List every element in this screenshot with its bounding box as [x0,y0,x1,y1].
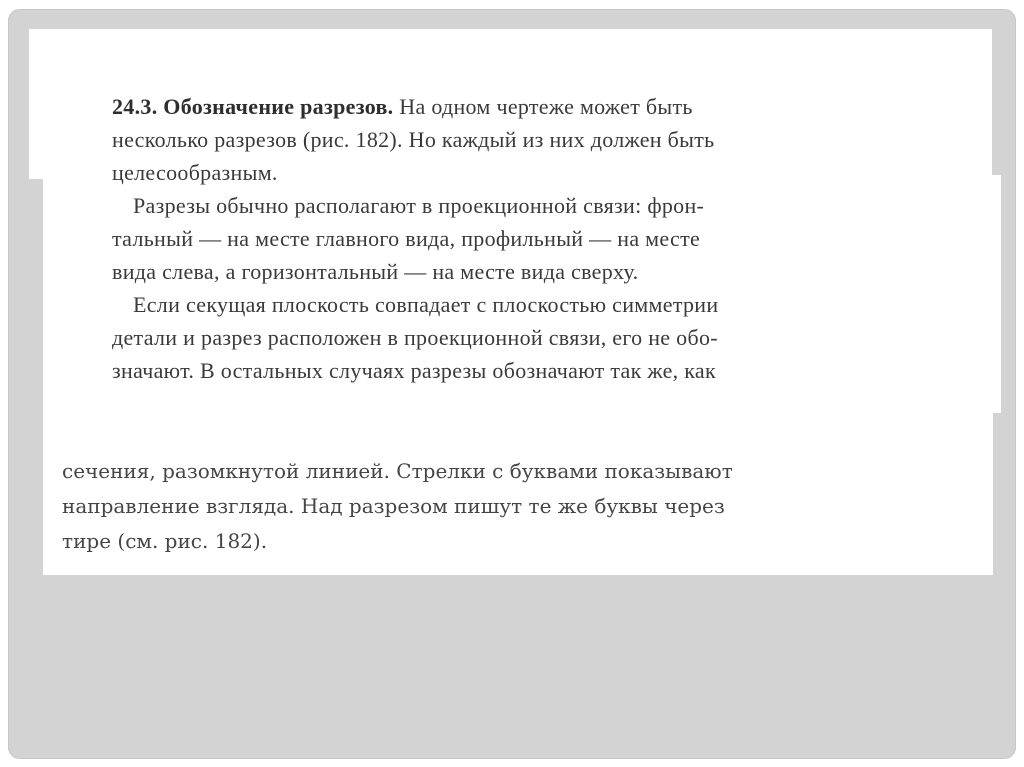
text-fragment: На одном чертеже может быть [393,94,693,119]
text-line: целесообразным. [112,160,278,185]
scan-edge-notch [29,179,43,419]
text-line: детали и разрез расположен в проекционной связи, его не обо- [112,325,718,350]
text-line: Если секущая плоскость совпадает с плоскостью симметрии [133,292,719,317]
section-heading: 24.3. Обозначение разрезов. [112,94,394,119]
scan-edge-notch [992,29,1004,175]
paragraph-block-top [112,90,718,387]
text-line [112,90,718,123]
text-line: вида слева, а горизонтальный — на месте вида сверху. [112,259,639,284]
text-line: Разрезы обычно располагают в проекционной связи: фрон- [133,193,705,218]
text-line: несколько разрезов (рис. 182). Но каждый из них должен быть [112,127,715,152]
text-line: сечения, разомкнутой линией. Стрелки с буквами показывают [62,459,733,483]
text-line: тальный — на месте главного вида, профильный — на месте [112,226,701,251]
text-line: направление взгляда. Над разрезом пишут те же буквы через [62,494,725,518]
text-line: значают. В остальных случаях разрезы обозначают так же, как [112,358,716,383]
text-line: тире (см. рис. 182). [62,529,268,553]
paragraph-block-bottom [62,454,733,559]
